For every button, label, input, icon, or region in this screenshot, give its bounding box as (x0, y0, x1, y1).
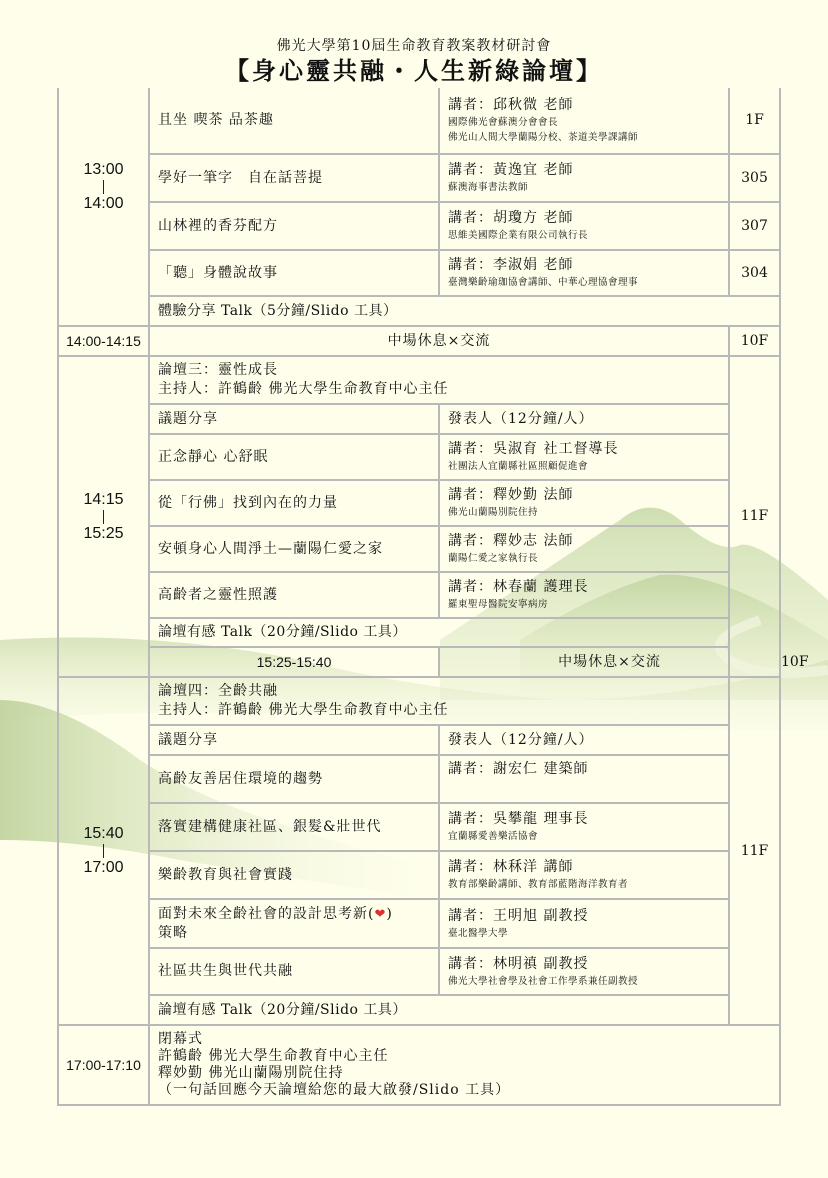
time-separator (103, 180, 104, 194)
closing-note: （一句話回應今天論壇給您的最大啟發/Slido 工具） (158, 1082, 511, 1098)
closing-host-2: 釋妙勤 佛光山蘭陽別院住持 (158, 1065, 344, 1081)
col-header-speaker: 發表人（12分鐘/人） (439, 725, 729, 755)
break-label: 中場休息×交流 (439, 647, 780, 677)
session-topic: 社區共生與世代共融 (149, 948, 439, 995)
speaker-affiliation: 羅東聖母醫院安寧病房 (448, 599, 549, 610)
speaker-affiliation: 蘇澳海事書法教師 (448, 182, 529, 193)
session-speaker-cell (439, 88, 729, 154)
topic-text: 面對未來全齡社會的設計思考新( (158, 905, 375, 922)
topic-text-close: ) (386, 905, 393, 922)
room-cell: 304 (729, 250, 780, 296)
speaker-name: 講者：謝宏仁 建築師 (448, 761, 589, 777)
break-row (58, 326, 780, 356)
event-subtitle: 佛光大學第10屆生命教育教案教材研討會 (276, 38, 552, 54)
closing-cell (149, 1025, 780, 1105)
time-cell (58, 677, 149, 1025)
room-cell: 1F (729, 88, 780, 154)
speaker-affiliation: 臺灣樂齡瑜珈協會講師、中華心理協會理事 (448, 277, 639, 288)
session-speaker-cell (439, 434, 729, 480)
col-header-speaker: 發表人（12分鐘/人） (439, 404, 729, 434)
session-topic: 且坐 喫茶 品茶趣 (149, 88, 439, 154)
speaker-name: 講者：釋妙志 法師 (448, 533, 574, 549)
session-topic: 正念靜心 心舒眠 (149, 434, 439, 480)
session-speaker-cell (439, 480, 729, 526)
event-title: 【身心靈共融・人生新綠論壇】 (225, 56, 603, 85)
forum-title: 論壇四：全齡共融 (158, 683, 278, 699)
session-topic: 高齡者之靈性照護 (149, 572, 439, 618)
topic-text-line2: 策略 (158, 924, 188, 941)
speaker-affiliation: 思維美國際企業有限公司執行長 (448, 230, 589, 241)
break-row (58, 647, 780, 677)
session-topic: 「聽」身體說故事 (149, 250, 439, 296)
speaker-name: 講者：黃逸宜 老師 (448, 162, 574, 178)
time-separator (103, 510, 104, 524)
table-row (58, 572, 780, 618)
forum-host: 主持人：許鶴齡 佛光大學生命教育中心主任 (158, 381, 449, 397)
table-row (58, 480, 780, 526)
heart-icon: ❤ (374, 906, 387, 922)
break-label: 中場休息×交流 (149, 326, 729, 356)
session-speaker-cell (439, 526, 729, 572)
column-header-row (58, 725, 780, 755)
room-cell: 11F (729, 677, 780, 1025)
speaker-name: 講者：邱秋微 老師 (448, 97, 574, 113)
time-start: 14:15 (83, 490, 124, 508)
speaker-name: 講者：吳攀龍 理事長 (448, 811, 589, 827)
time-end: 17:00 (83, 859, 124, 876)
speaker-name: 講者：吳淑育 社工督導長 (448, 441, 619, 457)
speaker-name: 講者：林秝洋 講師 (448, 859, 574, 875)
session-topic: 學好一筆字 自在話菩提 (149, 154, 439, 202)
speaker-affiliation: 國際佛光會蘇澳分會會長 (448, 117, 559, 128)
col-header-topic: 議題分享 (149, 725, 439, 755)
speaker-name: 講者：李淑娟 老師 (448, 257, 574, 273)
room-cell: 10F (729, 326, 780, 356)
forum-header (149, 677, 729, 725)
speaker-name: 講者：林春蘭 護理長 (448, 579, 589, 595)
closing-host-1: 許鶴齡 佛光大學生命教育中心主任 (158, 1048, 389, 1064)
time-cell (58, 88, 149, 326)
speaker-affiliation: 佛光山人間大學蘭陽分校、茶道美學課講師 (448, 132, 639, 143)
session-speaker-cell (439, 948, 729, 995)
room-cell: 11F (729, 356, 780, 677)
room-cell: 307 (729, 202, 780, 250)
table-row (58, 296, 780, 326)
table-row (58, 356, 780, 404)
speaker-name: 講者：胡瓊方 老師 (448, 210, 574, 226)
column-header-row (58, 404, 780, 434)
table-row (58, 755, 780, 803)
session-speaker-cell (439, 755, 729, 803)
talk-note: 體驗分享 Talk（5分鐘/Slido 工具） (149, 296, 780, 326)
table-row (58, 899, 780, 948)
speaker-name: 講者：釋妙勤 法師 (448, 487, 574, 503)
room-cell: 305 (729, 154, 780, 202)
table-row (58, 618, 780, 647)
speaker-affiliation: 教育部樂齡講師、教育部藍階海洋教育者 (448, 879, 629, 890)
closing-row (58, 1025, 780, 1105)
forum-host: 主持人：許鶴齡 佛光大學生命教育中心主任 (158, 702, 449, 718)
session-topic (149, 899, 439, 948)
session-speaker-cell (439, 154, 729, 202)
time-separator (103, 844, 104, 858)
talk-note: 論壇有感 Talk（20分鐘/Slido 工具） (149, 618, 729, 647)
table-row (58, 851, 780, 899)
speaker-affiliation: 臺北醫學大學 (448, 927, 509, 939)
session-speaker-cell (439, 250, 729, 296)
speaker-name: 講者：王明旭 副教授 (448, 907, 589, 924)
table-row (58, 154, 780, 202)
session-topic: 高齡友善居住環境的趨勢 (149, 755, 439, 803)
time-start: 13:00 (83, 160, 124, 178)
forum-title: 論壇三：靈性成長 (158, 362, 278, 378)
time-end: 15:25 (83, 524, 124, 542)
session-topic: 從「行佛」找到內在的力量 (149, 480, 439, 526)
forum-header (149, 356, 729, 404)
table-row (58, 526, 780, 572)
speaker-affiliation: 佛光大學社會學及社會工作學系兼任副教授 (448, 975, 639, 987)
table-row (58, 948, 780, 995)
session-topic: 安頓身心人間淨土—蘭陽仁愛之家 (149, 526, 439, 572)
table-row (58, 995, 780, 1025)
page-header (0, 36, 828, 87)
schedule-table (57, 88, 781, 1106)
closing-title: 閉幕式 (158, 1031, 203, 1047)
session-speaker-cell (439, 851, 729, 899)
talk-note: 論壇有感 Talk（20分鐘/Slido 工具） (149, 995, 729, 1025)
break-time: 14:00-14:15 (58, 326, 149, 356)
table-row (58, 202, 780, 250)
session-speaker-cell (439, 899, 729, 948)
session-speaker-cell (439, 803, 729, 851)
speaker-affiliation: 佛光山蘭陽別院住持 (448, 507, 539, 518)
break-time: 15:25-15:40 (149, 647, 439, 677)
table-row (58, 803, 780, 851)
session-speaker-cell (439, 572, 729, 618)
speaker-affiliation: 宜蘭縣愛善樂活協會 (448, 831, 539, 842)
session-topic: 樂齡教育與社會實踐 (149, 851, 439, 899)
col-header-topic: 議題分享 (149, 404, 439, 434)
closing-time: 17:00-17:10 (58, 1025, 149, 1105)
speaker-name: 講者：林明禛 副教授 (448, 955, 589, 972)
table-row (58, 434, 780, 480)
time-cell (58, 356, 149, 677)
session-topic: 山林裡的香芬配方 (149, 202, 439, 250)
speaker-affiliation: 蘭陽仁愛之家執行長 (448, 553, 539, 564)
table-row (58, 250, 780, 296)
session-speaker-cell (439, 202, 729, 250)
time-start: 15:40 (83, 825, 124, 842)
session-topic: 落實建構健康社區、銀髮&壯世代 (149, 803, 439, 851)
speaker-affiliation: 社團法人宜蘭縣社區照顧促進會 (448, 461, 589, 472)
table-row (58, 677, 780, 725)
table-row (58, 88, 780, 154)
time-end: 14:00 (83, 194, 124, 212)
